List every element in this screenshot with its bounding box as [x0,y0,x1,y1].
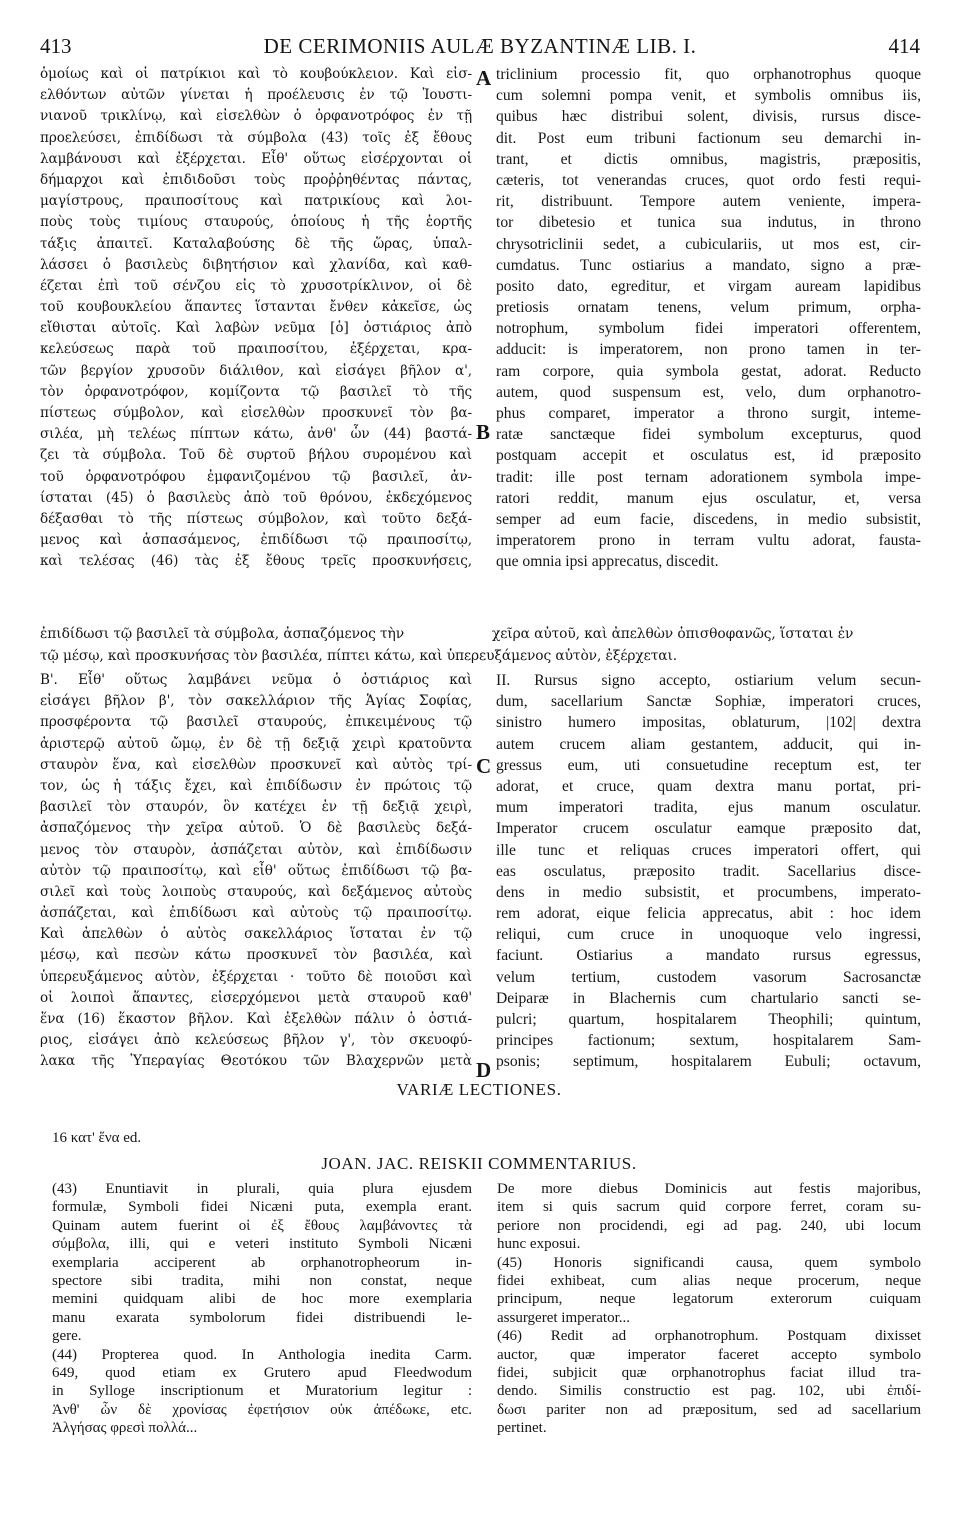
text-line: posito dato, egreditur, et virgam auream lapidibus [496,277,921,295]
text-line: Β'. Εἶθ' οὕτως λαμβάνει νεῦμα ὁ ὀστιάριος καὶ [40,672,472,688]
text-line: trant, et dictis omnibus, magistris, præpositis, [496,150,921,168]
text-line: cumdatus. Tunc ostiarius a mandato, signo a præ- [496,256,921,274]
latin-text-column-2 [496,670,921,1073]
text-line: principum, neque legatorum exterorum cuiquam [497,1291,921,1308]
text-line: manu exarata symbolorum fidei distribuendi le- [52,1309,472,1326]
text-line: autem crucem aliam gestantem, adducit, qui in- [496,735,921,753]
text-line: psonis; septimum, hospitalarem Eubuli; octavum, [496,1053,921,1071]
text-line: tor dibetesio et tunica sua indutus, in throno [496,214,921,232]
text-line: Imperator crucem osculatur eamque præposito dat, [496,820,921,838]
text-line: νιανοῦ τρικλίνῳ, καὶ εἰσελθὼν ὁ ὀρφανοτρόφος ἐν τῇ [40,108,472,125]
text-line: quibus hæc distribui solent, divisis, rursus disce- [496,108,921,126]
text-line: adorat, et cruce, quam dextra manu portat, pri- [496,777,921,795]
text-line: dum, sacellarium Sanctæ Sophiæ, imperatori cruces, [496,693,921,711]
text-line: exemplaria acciperent ab orphanotropheorum in- [52,1254,472,1271]
text-line: σιλέα, μὴ τελέως πίπτων κάτω, ἀνθ' ὧν (44) βαστά- [40,426,472,443]
text-line: imperatorem prono in terram vultu adorat, fausta- [496,532,921,550]
text-line: αὐτὸν τῷ πραιποσίτῳ, καὶ εἶθ' οὕτως ἐπιδίδωσι τῷ βα- [40,862,472,879]
text-line: βασιλεῖ τὸν σταυρόν, ὃν κατέχει ἐν τῇ δεξιᾷ χειρὶ, [40,799,472,816]
text-line: λάσσει ὁ βασιλεὺς διβητήσιον καὶ χλανίδα, καὶ καθ- [40,256,472,273]
text-line: sinistro humero impositas, oblaturum, |102| dextra [496,714,921,732]
text-line: πίστεως σύμβολον, καὶ εἰσελθὼν προσκυνεῖ τὸν βα- [40,405,472,421]
text-line: κελεύσεως παρὰ τοῦ πραιποσίτου, ἐξέρχεται, κρα- [40,341,472,358]
text-line: (43) Enuntiavit in plurali, quia plura ejusdem [52,1181,472,1197]
text-line: προελεύσει, ἐπιδίδωσι τὰ σύμβολα (43) τοῖς ἐξ ἔθους [40,129,472,146]
greek-span-line: τῷ μέσῳ, καὶ προσκυνήσας τὸν βασιλέα, πίπτει κάτω, καὶ ὑπερευξάμενος αὐτὸν, ἐξέρχεται. [40,648,678,664]
commentary-right-column [497,1180,921,1437]
greek-continuation-line [40,626,920,642]
siglum-a: A [476,66,492,90]
text-line: τῶν βεργίον χρυσοῦν διάλιθον, καὶ εἰσάγει βῆλον α', [40,362,472,379]
text-line: tradit: ille post ternam adorationem symbola impe- [496,468,921,486]
text-line: σταυρὸν ἕνα, καὶ εἰσελθὼν προσκυνεῖ καὶ αὐτὸς τρί- [40,756,472,773]
text-line: προσφέροντα τῷ βασιλεῖ σταυρούς, ἐπικειμένους τῷ [40,714,472,731]
text-line: δέξασθαι τὸ τῆς πίστεως σύμβολον, καὶ τοῦτο δεξά- [40,510,472,527]
text-line: σύμβολα, illi, qui e veteri instituto Symboli Nicæni [52,1236,472,1253]
text-line: Quinam autem fuerint οἱ ἐξ ἔθους λαμβάνοντες τὰ [52,1217,472,1234]
text-line: ζει τὰ σύμβολα. Τοῦ δὲ συρτοῦ βήλου συρομένου καὶ [40,447,472,464]
text-line: 649, quod etiam ex Grutero apud Fleedwodum [52,1364,472,1381]
text-line: τὸν ὀρφανοτρόφον, κομίζοντα τῷ βασιλεῖ τὸ τῆς [40,383,472,400]
text-line: εἴθισται αὐτοῖς. Καὶ λαβὼν νεῦμα [ὁ] ὀστιάριος ἀπὸ [40,320,472,337]
text-line: postquam accepit et osculatus est, id præposito [496,447,921,465]
text-line: δήμαρχοι καὶ ἐπιδιδοῦσι τοὺς προῤῥηθέντας πάντας, [40,171,472,188]
text-line: II. Rursus signo accepto, ostiarium velum secun- [496,672,921,689]
text-line: ριος, εἰσάγει ἀπὸ κελεύσεως βῆλον γ', τὸν σκευοφύ- [40,1032,472,1049]
text-line: λαμβάνουσι καὶ ἐξέρχεται. Εἶθ' οὕτως εἰσέρχονται οἱ [40,150,472,167]
text-line: Καὶ ἀπελθὼν ὁ αὐτὸς σακελλάριος ἵσταται ἐν τῷ [40,926,472,943]
greek-line-bridge: ἐπιδίδωσι τῷ βασιλεῖ τὰ σύμβολα, ἀσπαζόμενος τὴν [40,626,404,642]
commentarius-heading: JOAN. JAC. REISKII COMMENTARIUS. [321,1154,637,1173]
text-line: ὁμοίως καὶ οἱ πατρίκιοι καὶ τὸ κουβούκλειον. Καὶ εἰσ- [40,66,472,82]
text-line: gressus eum, uti consuetudine receptum est, ter [496,756,921,774]
text-line: pertinet. [497,1420,547,1437]
text-line: gere. [52,1328,82,1345]
text-line: ὑπερευξάμενος αὐτὸν, ἐξέρχεται · τοῦτο δὲ ποιοῦσι καὶ [40,968,472,985]
text-line: (44) Propterea quod. In Anthologia inedita Carm. [52,1346,472,1363]
text-line: ἀριστερῷ αὐτοῦ ὤμῳ, ἐν δὲ τῇ δεξιᾷ χειρὶ κρατοῦντα [40,735,472,752]
greek-line-tail: χεῖρα αὐτοῦ, καὶ ἀπελθὼν ὀπισθοφανῶς, ἵσταται ἐν [492,626,854,642]
siglum-b: B [476,420,491,444]
text-line: pretiosis ornatam tenens, velum primum, orpha- [496,299,921,317]
text-line: rem adorat, eique felicia apprecatus, abit : hoc idem [496,905,921,923]
text-line: Ἀνθ' ὧν δὲ χρονίσας ἐφετήσιον οὐκ ἀπέδωκε, etc. [52,1401,472,1418]
text-line: ille tunc et reliquas cruces imperatori offert, qui [496,841,921,859]
running-title: DE CERIMONIIS AULÆ BYZANTINÆ LIB. I. [263,34,697,58]
text-line: σιλεῖ καὶ τοὺς λοιποὺς σταυρούς, καὶ δεξάμενος αὐτοὺς [40,883,472,900]
text-line: ἕνα (16) ἕκαστον βῆλον. Καὶ ἐξελθὼν πάλιν ὁ ὀστιά- [40,1011,472,1027]
latin-text-column [496,64,921,573]
text-line: τοῦ κουβουκλείου ἅπαντες ἵστανται ἔνθεν κἀκεῖσε, ὡς [40,299,472,316]
text-line: spectore sibi tradita, mihi non constat, neque [52,1272,472,1289]
text-line: (45) Honoris significandi causa, quem symbolo [497,1254,921,1271]
text-line: chrysotriclinii sedet, a cubiculariis, ut mos est, cir- [496,235,921,253]
text-line: μέσῳ, καὶ πεσὼν κάτω προσκυνεῖ τὸν βασιλέα, καὶ [40,947,472,964]
variae-lectiones-heading: VARIÆ LECTIONES. [396,1080,562,1099]
text-line: dens in medio subsistit, et procumbens, imperato- [496,883,921,901]
text-line: que omnia ipsi apprecatus, discedit. [496,553,719,571]
text-line: adducit: is imperatorem, non prono tamen in ter- [496,341,921,359]
text-line: εἰσάγει βῆλον β', τὸν σακελλάριον τῆς Ἁγίας Σοφίας, [40,693,472,710]
text-line: fidei exhibeat, cum alias neque procerum, neque [497,1272,921,1289]
footnote-16: 16 κατ' ἕνα ed. [52,1130,142,1146]
text-line: mum imperatori tradita, ejus manum osculatur. [496,799,921,817]
greek-text-column-2 [40,670,472,1073]
text-line: μενος καὶ ἀσπασάμενος, ἐπιδίδωσι τῷ πραιποσίτῳ, [40,532,472,549]
text-line: pulcri; quartum, hospitalarem Theophili; quintum, [496,1011,921,1028]
text-line: dit. Post eum tribuni factionum seu demarchi in- [496,129,921,147]
text-line: formulæ, Symboli fidei Nicæni puta, exempla erant. [52,1199,472,1216]
text-line: auctor, quæ imperator faceret accepto symbolo [497,1346,921,1363]
siglum-c: C [476,754,492,778]
text-line: semper ad eum facie, discedens, in medio subsistit, [496,510,921,528]
text-line: έζεται ἐπὶ τοῦ σένζου εἰς τὸ χρυσοτρίκλινον, οἱ δὲ [40,277,472,294]
text-line: τάξις ἀπαιτεῖ. Καταλαβούσης δὲ τῆς ὥρας, ὑπαλ- [40,235,472,252]
text-line: principes factionum; sextum, hospitalarem Sam- [496,1032,921,1050]
text-line: λακα τῆς Ὑπεραγίας Θεοτόκου τῶν Βλαχερνῶν μετὰ [40,1053,472,1070]
text-line: μενος τὸν σταυρὸν, ἀσπάζεται αὐτὸν, καὶ ἐπιδίδωσιν [40,841,472,858]
text-line: ἀσπαζόμενος τὴν χεῖρα αὐτοῦ. Ὁ δὲ βασιλεὺς δεξά- [40,820,472,837]
text-line: item si quis sacrum quid corpore ferret, coram su- [497,1199,921,1216]
text-line: periore non procidendi, egi ad pag. 240, ubi locum [497,1217,921,1234]
text-line: notrophum, symbolum fidei imperatori offerentem, [496,320,921,338]
text-line: καὶ τελέσας (46) τὰς ἐξ ἔθους τρεῖς προσκυνήσεις, [40,553,472,570]
text-line: fidei, subjicit quæ orphanotrophus faciat illud tra- [497,1364,921,1381]
greek-text-column [40,64,472,573]
text-line: τοῦ ὀρφανοτρόφου ἐμφανιζομένου τῷ βασιλεῖ, ἀν- [40,468,472,485]
text-line: Deiparæ in Blachernis cum chartulario sancti se- [496,989,921,1007]
text-line: reliqui, cum cruce in unoquoque velo ingressi, [496,926,921,944]
text-line: assurgeret imperator... [497,1309,631,1326]
text-line: hunc exposui. [497,1236,581,1253]
text-line: (46) Redit ad orphanotrophum. Postquam dixisset [497,1328,921,1345]
text-line: ratori reddit, manum ejus osculatur, et, versa [496,489,921,507]
text-line: ελθόντων αὐτῶν γίνεται ἡ προέλευσις ἐν τῷ Ἰουστι- [40,87,472,104]
text-line: De more diebus Dominicis aut festis majoribus, [497,1181,921,1197]
text-line: cæteris, tot venerandas cruces, quot ordo festi requi- [496,171,921,189]
text-line: οἱ λοιποὶ ἅπαντες, εἰσερχόμενοι μετὰ σταυροῦ καθ' [40,989,472,1006]
text-line: in Sylloge inscriptionum et Muratorium legitur : [52,1383,472,1400]
siglum-d: D [476,1058,492,1082]
text-line: μαγίστρους, πραιποσίτους καὶ πατρικίους καὶ λοι- [40,193,472,210]
text-line: δωσι pariter non ad præpositum, sed ad sacellarium [497,1401,921,1418]
text-line: phus comparet, imperator a throno surgit, inteme- [496,405,921,422]
text-line: autem, quod suspensum est, velo, dum orphanotro- [496,383,921,401]
text-line: cum solemni pompa venit, et symbolis omnibus iis, [496,87,921,105]
text-line: eas osculatus, præposito tradit. Sacellarius disce- [496,862,921,880]
text-line: memini quidquam alibi de hoc more exemplaria [52,1291,472,1308]
text-line: ίσταται (45) ὁ βασιλεὺς ἀπὸ τοῦ θρόνου, ἐκδεχόμενος [40,489,472,506]
text-line: τον, ὡς ἡ τάξις ἔχει, καὶ ἐπιδίδωσιν ἐν πρώτοις τῷ [40,777,472,794]
text-line: ratæ sanctæque fidei symbolum excepturus, quod [496,426,921,444]
text-line: ram corpore, quia symbola gestat, adorat. Reducto [496,362,921,380]
text-line: dendo. Similis constructio est pag. 102, ubi ἐπιδί- [497,1383,921,1400]
page-number-right: 414 [888,34,920,58]
text-line: ἀσπάζεται, καὶ ἐπιδίδωσι καὶ αὐτοὺς τῷ πραιποσίτῳ. [40,905,472,922]
running-head [40,34,920,64]
page-number-left: 413 [40,34,72,58]
text-line: Ἀλγήσας φρεσὶ πολλά... [52,1420,198,1437]
text-line: triclinium processio fit, quo orphanotrophus quoque [496,66,921,83]
text-line: faciunt. Ostiarius a mandato rursus egressus, [496,947,921,965]
commentary-left-column [52,1180,472,1437]
text-line: velum tertium, custodem vasorum Sacrosanctæ [496,968,921,986]
text-line: rit, distribuunt. Tempore autem veniente, impera- [496,193,921,211]
text-line: ποὺς τοὺς τιμίους σταυρούς, ὁποίους ἡ τῆς ἑορτῆς [40,214,472,231]
